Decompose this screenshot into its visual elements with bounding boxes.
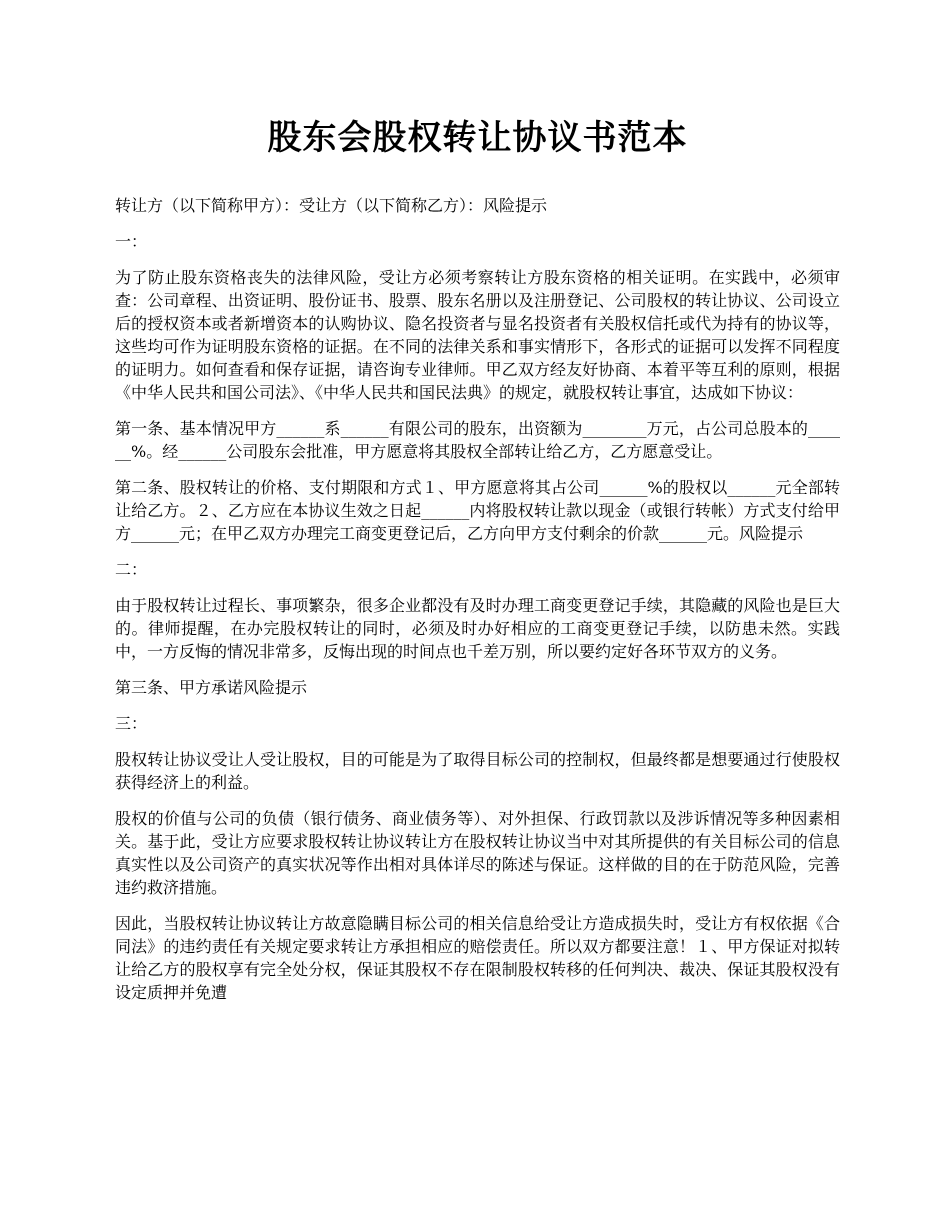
risk-note-3-text-b: 股权的价值与公司的负债（银行债务、商业债务等）、对外担保、行政罚款以及涉诉情况等多种因素相关。基于此，受让方应要求股权转让协议转让方在股权转让协议当中对其所提供的有关目标公司的信息真实性以及公司资产的真实状况等作出相对具体详尽的陈述与保证。这样做的目的在于防范风险，完善违约救济措施。: [115, 809, 840, 897]
article-1: 第一条、基本情况甲方______系______有限公司的股东，出资额为________万元，占公司总股本的______%。经______公司股东会批准，甲方愿意将其股权全部转让给乙方，乙方愿意受让。: [115, 419, 840, 461]
document-title: 股东会股权转让协议书范本: [267, 118, 688, 158]
risk-note-1-label: 一：: [115, 232, 148, 251]
risk-note-1-text: 为了防止股东资格丧失的法律风险，受让方必须考察转让方股东资格的相关证明。在实践中，必须审查：公司章程、出资证明、股份证书、股票、股东名册以及注册登记、公司股权的转让协议、公司设立后的授权资本或者新增资本的认购协议、隐名投资者与显名投资者有关股权信托或代为持有的协议等，这些均可作为证明股东资格的证据。在不同的法律关系和事实情形下，各形式的证据可以发挥不同程度的证明力。如何查看和保存证据，请咨询专业律师。甲乙双方经友好协商、本着平等互利的原则，根据《中华人民共和国公司法》、《中华人民共和国民法典》的规定，就股权转让事宜，达成如下协议：: [115, 268, 840, 402]
parties-line: 转让方（以下简称甲方）：受让方（以下简称乙方）：风险提示: [115, 196, 548, 215]
risk-note-2-label: 二：: [115, 560, 148, 579]
risk-note-3-text-a: 股权转让协议受让人受让股权，目的可能是为了取得目标公司的控制权，但最终都是想要通过行使股权获得经济上的利益。: [115, 750, 840, 792]
risk-note-2-text: 由于股权转让过程长、事项繁杂，很多企业都没有及时办理工商变更登记手续，其隐藏的风险也是巨大的。律师提醒，在办完股权转让的同时，必须及时办好相应的工商变更登记手续，以防患未然。实践中，一方反悔的情况非常多，反悔出现的时间点也千差万别，所以要约定好各环节双方的义务。: [115, 596, 840, 661]
risk-note-3-text-c: 因此，当股权转让协议转让方故意隐瞒目标公司的相关信息给受让方造成损失时，受让方有权依据《合同法》的违约责任有关规定要求转让方承担相应的赔偿责任。所以双方都要注意！１、甲方保证对拟转让给乙方的股权享有完全处分权，保证其股权不存在限制股权转移的任何判决、裁决、保证其股权没有设定质押并免遭: [115, 914, 840, 1002]
article-2: 第二条、股权转让的价格、支付期限和方式１、甲方愿意将其占公司______%的股权以______元全部转让给乙方。２、乙方应在本协议生效之日起______内将股权转让款以现金（或银行转帐）方式支付给甲方______元；在甲乙双方办理完工商变更登记后，乙方向甲方支付剩余的价款______元。风险提示: [115, 478, 840, 543]
risk-note-3-label: 三：: [115, 714, 148, 733]
article-3-heading: 第三条、甲方承诺风险提示: [115, 678, 308, 697]
